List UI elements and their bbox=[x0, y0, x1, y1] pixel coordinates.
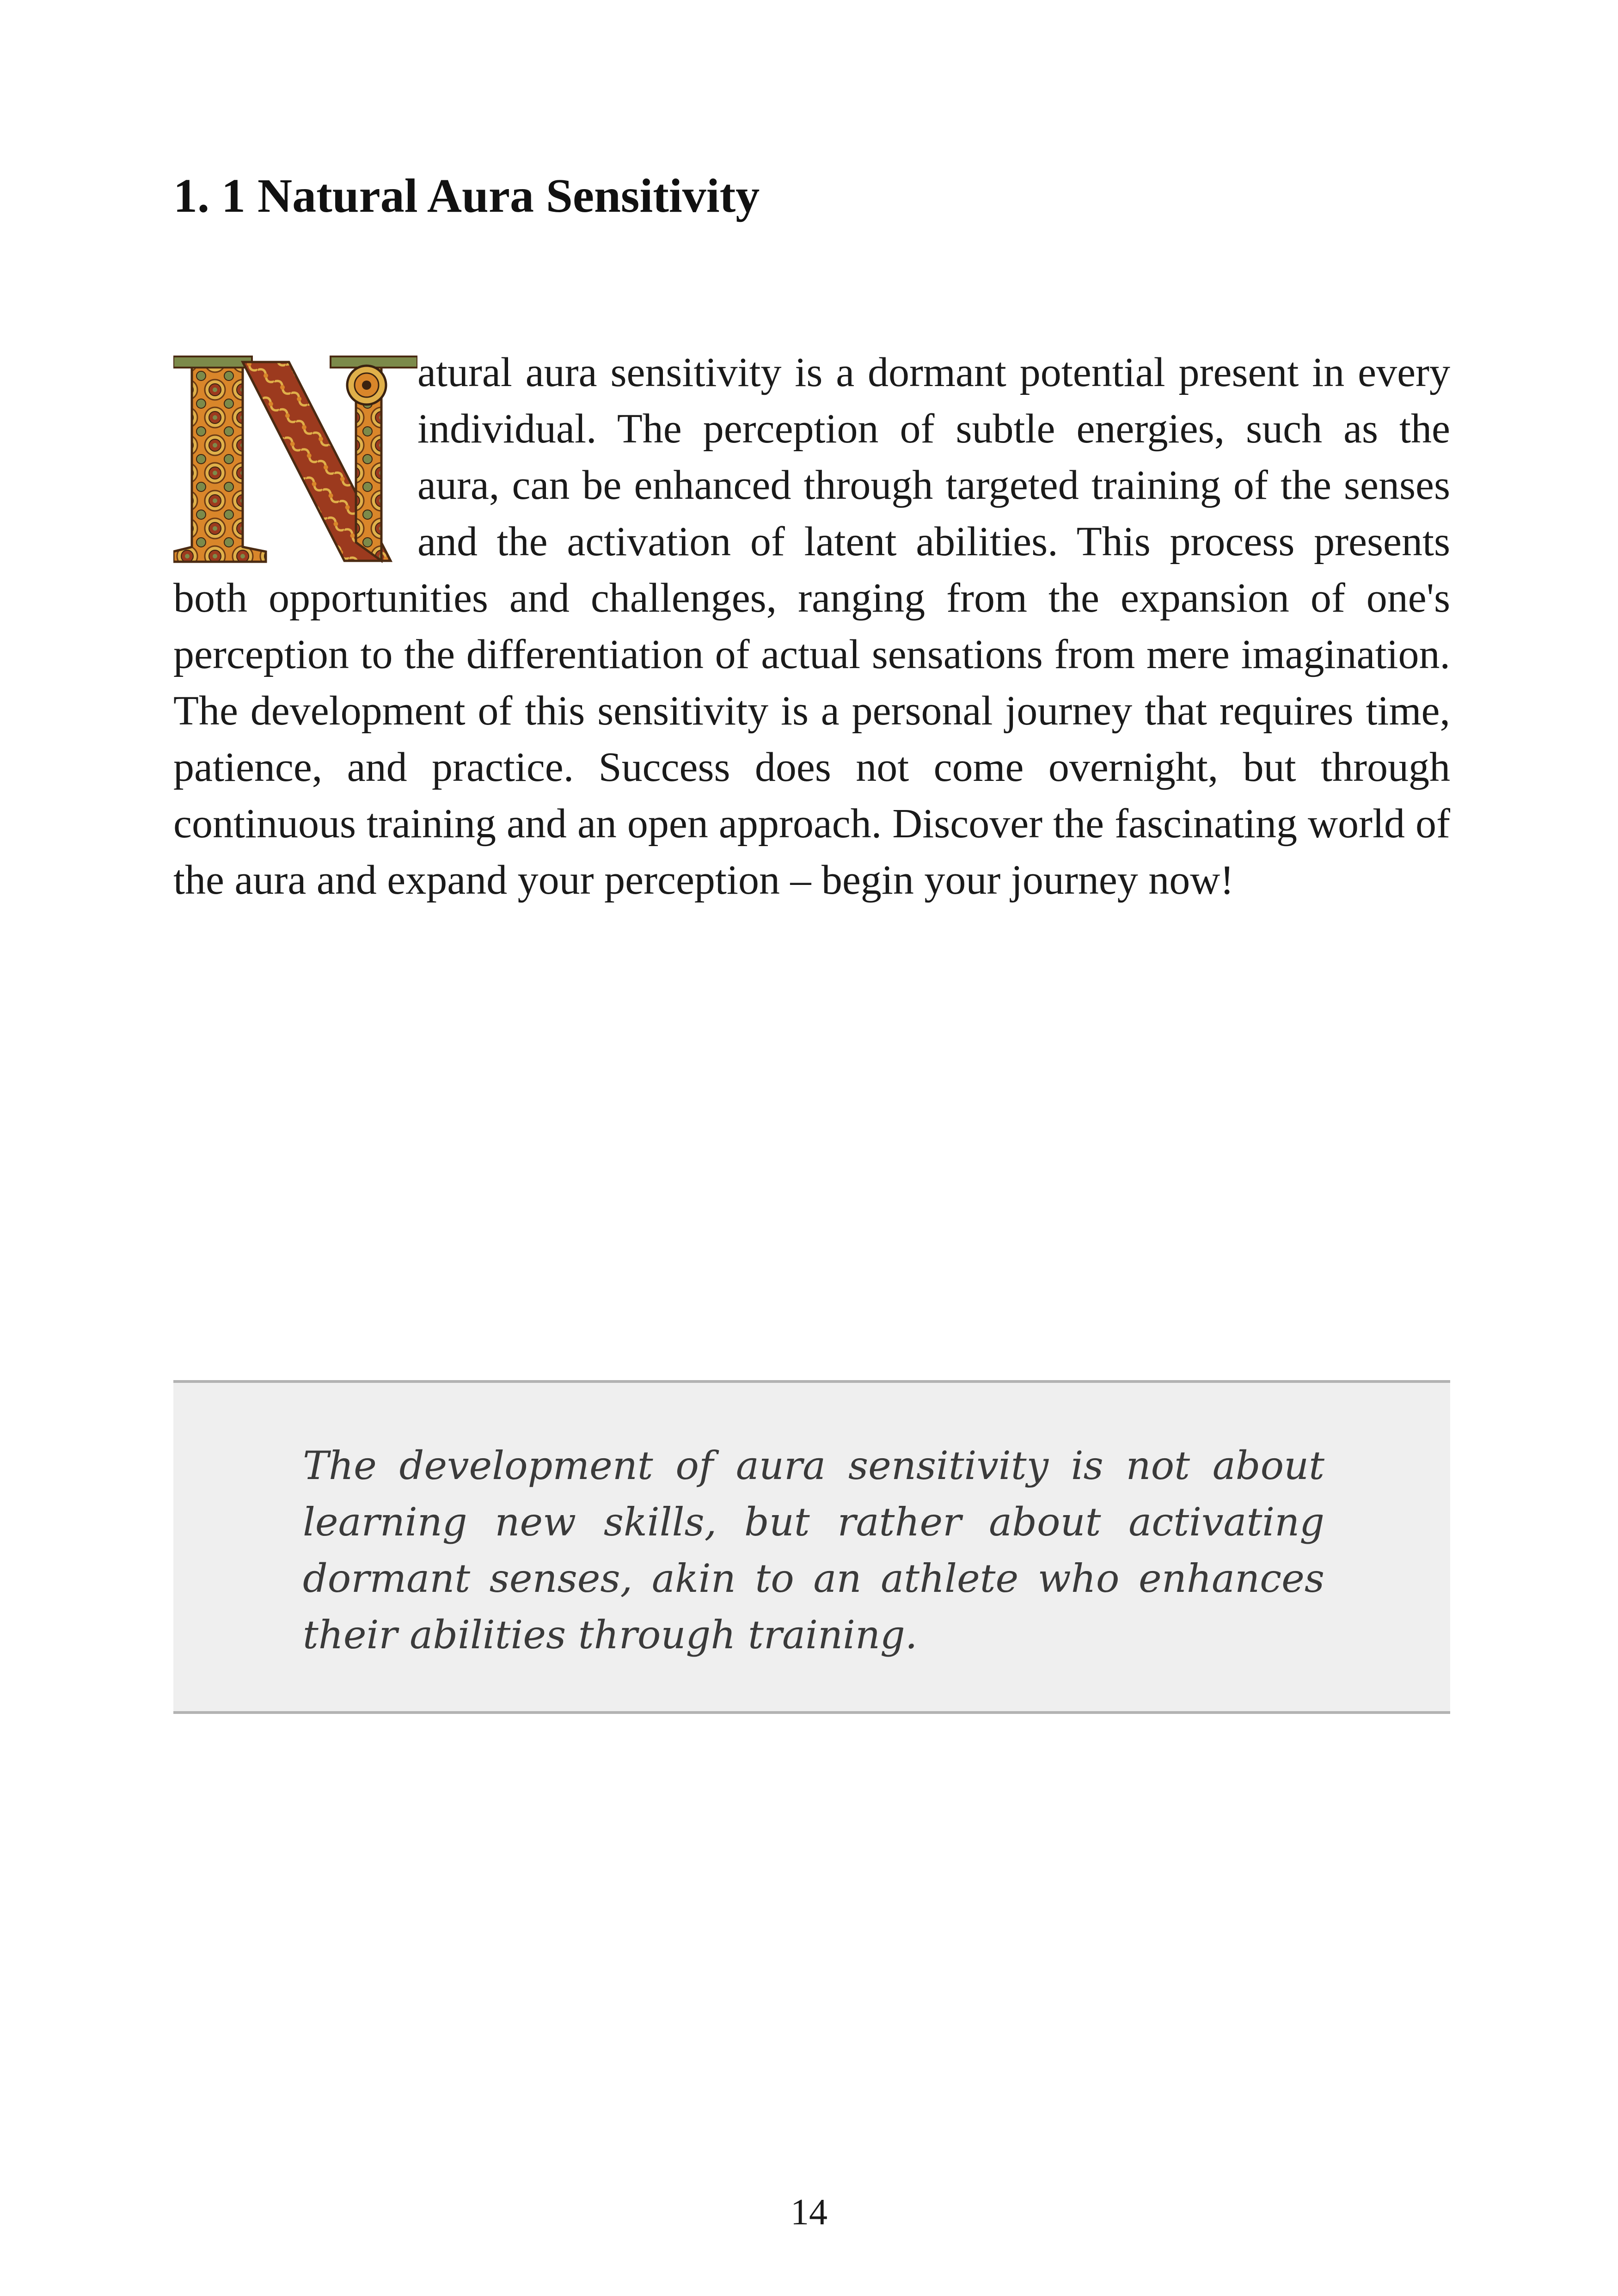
intro-paragraph bbox=[173, 344, 1450, 909]
section-title: 1. 1 Natural Aura Sensitivity bbox=[173, 169, 760, 222]
quote-callout bbox=[173, 1380, 1450, 1714]
callout-quote-text: The development of aura sensitivity is not about learning new skills, but rather about activating dormant senses, akin to an athlete who enhances their abilities through training. bbox=[303, 1443, 1324, 1658]
drop-cap-n-icon bbox=[173, 348, 417, 569]
intro-text: atural aura sensitivity is a dormant potential present in every individual. The perception of subtle energies, such as the aura, can be enhanced through targeted training of the senses and the activation of latent abilities. This process presents both opportunities and challenges, ranging from the expansion of one's perception to the differentiation of actual sensations from mere imagination. The development of this sensitivity is a personal journey that requires time, patience, and practice. Success does not come overnight, but through continuous training and an open approach. Discover the fascinating world of the aura and expand your perception – begin your journey now! bbox=[173, 350, 1450, 903]
page-number: 14 bbox=[791, 2192, 827, 2233]
